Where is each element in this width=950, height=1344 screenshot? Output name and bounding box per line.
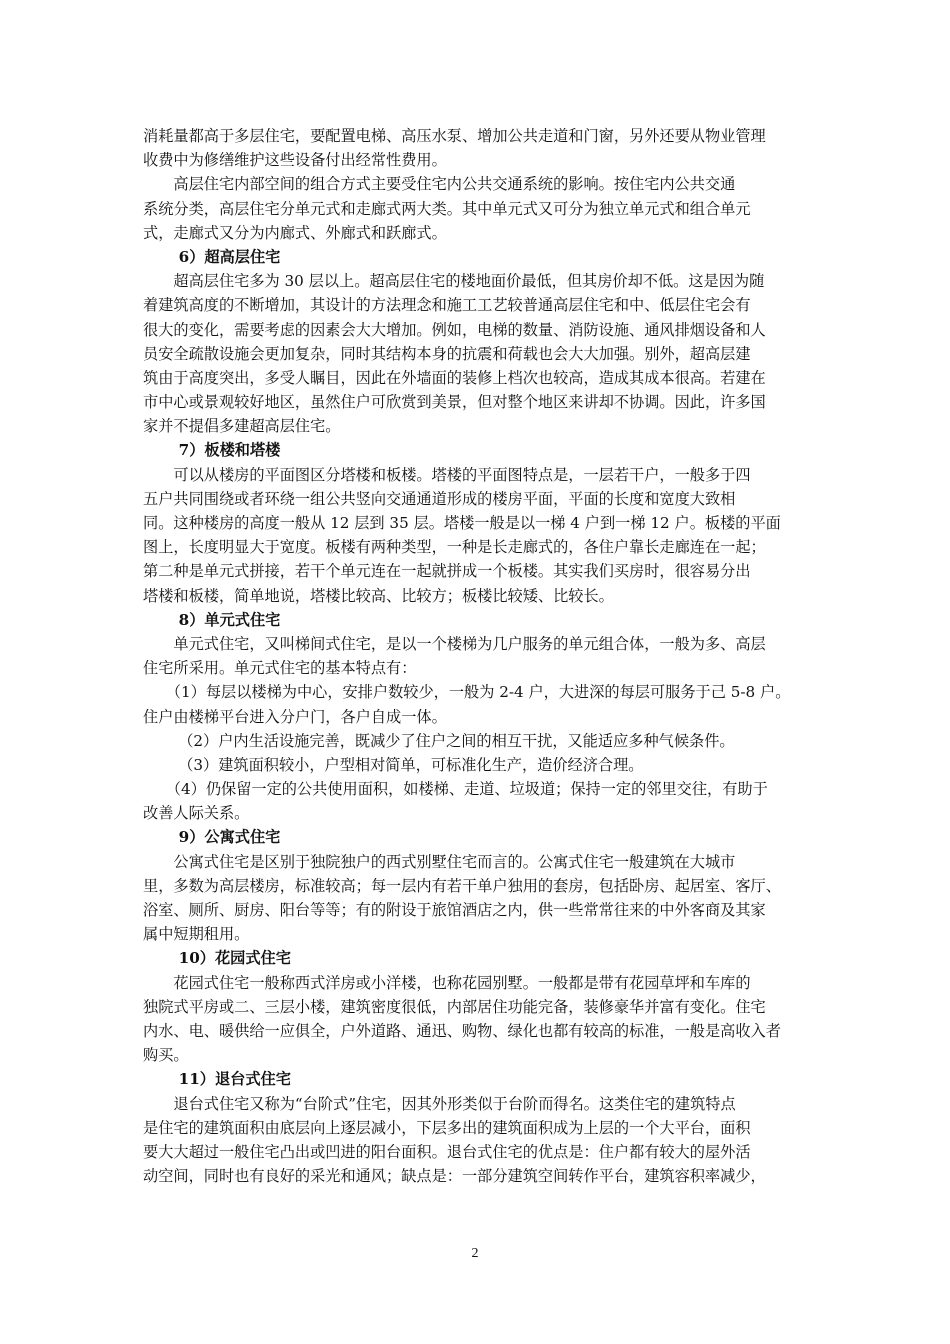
section-heading [143,946,813,970]
text-line: 高层住宅内部空间的组合方式主要受住宅内公共交通系统的影响。按住宅内公共交通 [143,175,736,194]
text-line: 式，走廊式又分为内廊式、外廊式和跃廊式。 [143,223,447,242]
text-line: 塔楼和板楼，简单地说，塔楼比较高、比较方；板楼比较矮、比较长。 [143,586,614,605]
section-heading [143,1067,813,1091]
document-body [143,124,813,1188]
paragraph [143,753,813,777]
text-line: 改善人际关系。 [143,804,250,823]
section-heading [143,825,813,849]
text-line: 花园式住宅一般称西式洋房或小洋楼，也称花园别墅。一般都是带有花园草坪和车库的 [143,973,751,992]
text-line: 要大大超过一般住宅凸出或凹进的阳台面积。退台式住宅的优点是：住户都有较大的屋外活 [143,1142,751,1161]
text-line: 8）单元式住宅 [143,610,281,629]
paragraph [143,172,813,245]
text-line: （1）每层以楼梯为中心，安排户数较少，一般为 2-4 户，大进深的每层可服务于己 5-8 户。 [143,683,791,702]
text-line: 浴室、厕所、厨房、阳台等等；有的附设于旅馆酒店之内，供一些常常往来的中外客商及其家 [143,901,766,919]
section-heading [143,438,813,462]
text-line: 很大的变化，需要考虑的因素会大大增加。例如，电梯的数量、消防设施、通风排烟设备和人 [143,320,766,339]
paragraph [143,729,813,753]
text-line: （3）建筑面积较小，户型相对简单，可标准化生产，造价经济合理。 [143,755,644,774]
text-line: 动空间，同时也有良好的采光和通风；缺点是：一部分建筑空间转作平台，建筑容积率减少， [143,1167,766,1186]
paragraph [143,1092,813,1189]
text-line: 同。这种楼房的高度一般从 12 层到 35 层。塔楼一般是以一梯 4 户到一梯 12 户。板楼的平面 [143,514,781,532]
text-line: 员安全疏散设施会更加复杂，同时其结构本身的抗震和荷载也会大大加强。别外，超高层建 [143,344,751,363]
text-line: 11）退台式住宅 [143,1070,291,1089]
text-line: 系统分类，高层住宅分单元式和走廊式两大类。其中单元式又可分为独立单元式和组合单元 [143,199,751,218]
text-line: 市中心或景观较好地区，虽然住户可欣赏到美景，但对整个地区来讲却不协调。因此，许多国 [143,393,766,412]
text-line: 里，多数为高层楼房，标准较高；每一层内有若干单户独用的套房，包括卧房、起居室、客厅、 [143,876,781,895]
paragraph [143,124,813,172]
text-line: 10）花园式住宅 [143,949,291,968]
text-line: 五户共同围绕或者环绕一组公共竖向交通通道形成的楼房平面，平面的长度和宽度大致相 [143,489,736,508]
text-line: 内水、电、暖供给一应俱全，户外道路、通迅、购物、绿化也都有较高的标准，一般是高收入者 [143,1021,781,1040]
text-line: 6）超高层住宅 [143,247,281,266]
paragraph [143,777,813,825]
paragraph [143,680,813,728]
text-line: 退台式住宅又称为“台阶式”住宅，因其外形类似于台阶而得名。这类住宅的建筑特点 [143,1094,736,1113]
text-line: （4）仍保留一定的公共使用面积，如楼梯、走道、垃圾道；保持一定的邻里交往，有助于 [143,780,768,799]
text-line: 超高层住宅多为 30 层以上。超高层住宅的楼地面价最低，但其房价却不低。这是因为随 [143,272,765,291]
text-line: 可以从楼房的平面图区分塔楼和板楼。塔楼的平面图特点是，一层若干户，一般多于四 [143,465,751,484]
paragraph [143,269,813,438]
text-line: 公寓式住宅是区别于独院独户的西式别墅住宅而言的。公寓式住宅一般建筑在大城市 [143,852,736,871]
text-line: 是住宅的建筑面积由底层向上逐层减小，下层多出的建筑面积成为上层的一个大平台，面积 [143,1118,751,1137]
paragraph [143,632,813,680]
paragraph [143,850,813,947]
text-line: 着建筑高度的不断增加，其设计的方法理念和施工工艺较普通高层住宅和中、低层住宅会有 [143,296,751,315]
text-line: 住宅所采用。单元式住宅的基本特点有： [143,659,417,678]
section-heading [143,245,813,269]
text-line: 图上，长度明显大于宽度。板楼有两种类型，一种是长走廊式的，各住户靠长走廊连在一起； [143,538,766,557]
section-heading [143,608,813,632]
text-line: 住户由楼梯平台进入分户门，各户自成一体。 [143,707,447,726]
text-line: 家并不提倡多建超高层住宅。 [143,417,341,436]
paragraph [143,463,813,608]
text-line: 独院式平房或二、三层小楼，建筑密度很低，内部居住功能完备，装修豪华并富有变化。住宅 [143,997,766,1016]
text-line: 收费中为修缮维护这些设备付出经常性费用。 [143,151,447,170]
text-line: 7）板楼和塔楼 [143,441,281,460]
text-line: 属中短期租用。 [143,925,250,944]
text-line: （2）户内生活设施完善，既减少了住户之间的相互干扰，又能适应多种气候条件。 [143,731,735,750]
text-line: 消耗量都高于多层住宅，要配置电梯、高压水泵、增加公共走道和门窗，另外还要从物业管理 [143,127,766,145]
text-line: 9）公寓式住宅 [143,828,281,847]
text-line: 单元式住宅，又叫梯间式住宅，是以一个楼梯为几户服务的单元组合体，一般为多、高层 [143,634,766,653]
text-line: 第二种是单元式拼接，若干个单元连在一起就拼成一个板楼。其实我们买房时，很容易分出 [143,562,751,581]
text-line: 筑由于高度突出，多受人瞩目，因此在外墙面的装修上档次也较高，造成其成本很高。若建在 [143,368,766,387]
text-line: 购买。 [143,1046,189,1065]
page-number: 2 [471,1246,479,1261]
paragraph [143,971,813,1068]
